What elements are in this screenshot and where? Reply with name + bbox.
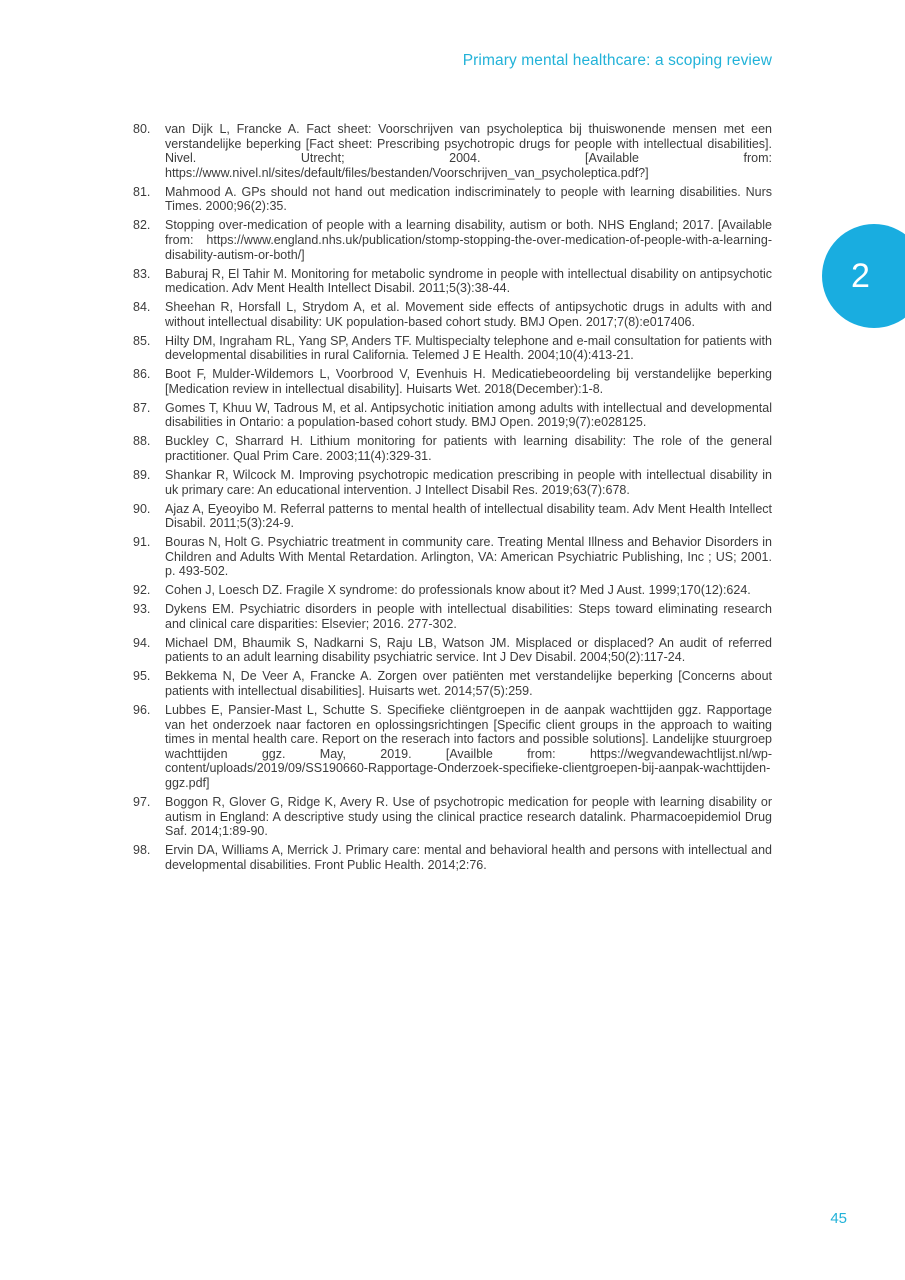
reference-text: Dykens EM. Psychiatric disorders in people with intellectual disabilities: Steps toward eliminating research and clinical care disparities: Elsevier; 2016. 277-302. [165, 602, 772, 631]
reference-text: Stopping over-medication of people with a learning disability, autism or both. NHS England; 2017. [Available from: https://www.england.nhs.uk/publication/stomp-stopping-the-over-medication-of-people-with-a-learning-disability-autism-or-both/] [165, 218, 772, 262]
reference-number: 84. [133, 300, 151, 315]
reference-item [128, 334, 772, 363]
reference-number: 92. [133, 583, 151, 598]
reference-text: Sheehan R, Horsfall L, Strydom A, et al. Movement side effects of antipsychotic drugs in adults with and without intellectual disability: UK population-based cohort study. BMJ Open. 2017;7(8):e017406. [165, 300, 772, 329]
reference-number: 91. [133, 535, 151, 550]
reference-item [128, 795, 772, 839]
reference-item [128, 401, 772, 430]
reference-text: Ajaz A, Eyeoyibo M. Referral patterns to mental health of intellectual disability team. Adv Ment Health Intellect Disabil. 2011;5(3):24-9. [165, 501, 772, 531]
reference-text: Boot F, Mulder-Wildemors L, Voorbrood V, Evenhuis H. Medicatiebeoordeling bij verstandelijke beperking [Medication review in intellectual disability]. Huisarts Wet. 2018(December):1-8. [165, 367, 772, 396]
reference-list [128, 122, 772, 877]
reference-item [128, 843, 772, 872]
reference-text: Mahmood A. GPs should not hand out medication indiscriminately to people with learning disabilities. Nurs Times. 2000;96(2):35. [165, 184, 772, 214]
reference-text: Cohen J, Loesch DZ. Fragile X syndrome: do professionals know about it? Med J Aust. 1999;170(12):624. [165, 583, 751, 598]
reference-text: van Dijk L, Francke A. Fact sheet: Voorschrijven van psycholeptica bij thuiswonende mensen met een verstandelijke beperking [Fact sheet: Prescribing psychotropic drugs for people with intellectual disabilities]. Nivel. Utrecht; 2004. [Available from: https://www.nivel.nl/sites/default/files/bestanden/Voorschrijven_van_psycholeptica.pdf?] [165, 122, 772, 180]
reference-number: 90. [133, 501, 151, 516]
reference-number: 93. [133, 602, 151, 617]
reference-number: 80. [133, 122, 151, 136]
reference-text: Lubbes E, Pansier-Mast L, Schutte S. Specifieke cliëntgroepen in de aanpak wachttijden ggz. Rapportage van het onderzoek naar factoren en oplossingsrichtingen [Specific client groups in the approach to waiting times in mental health care. Report on the reserach into factors and possible solutions]. Landelijke stuurgroep wachttijden ggz. May, 2019. [Availble from: https://wegvandewachtlijst.nl/wp-content/uploads/2019/09/SS190660-Rapportage-Onderzoek-specifieke-clientgroepen-bij-aanpak-wachttijden-ggz.pdf] [165, 703, 772, 790]
reference-text: Gomes T, Khuu W, Tadrous M, et al. Antipsychotic initiation among adults with intellectual and developmental disabilities in Ontario: a population-based cohort study. BMJ Open. 2019;9(7):e028125. [165, 400, 772, 430]
reference-item [128, 535, 772, 579]
reference-number: 97. [133, 794, 151, 809]
reference-item [128, 218, 772, 262]
reference-number: 96. [133, 703, 151, 718]
reference-item [128, 703, 772, 791]
reference-number: 87. [133, 400, 151, 415]
reference-item [128, 300, 772, 329]
reference-text: Bouras N, Holt G. Psychiatric treatment in community care. Treating Mental Illness and Behavior Disorders in Children and Adults With Mental Retardation. Arlington, VA: American Psychiatric Publishing, Inc ; US; 2001. p. 493-502. [165, 535, 772, 579]
reference-item [128, 602, 772, 631]
reference-item [128, 267, 772, 296]
reference-item [128, 583, 772, 598]
reference-number: 86. [133, 367, 151, 382]
reference-number: 98. [133, 843, 151, 858]
reference-text: Buckley C, Sharrard H. Lithium monitoring for patients with learning disability: The role of the general practitioner. Qual Prim Care. 2003;11(4):329-31. [165, 434, 772, 463]
reference-number: 89. [133, 467, 151, 482]
reference-item [128, 367, 772, 396]
reference-number: 83. [133, 266, 151, 281]
reference-item [128, 434, 772, 463]
reference-text: Hilty DM, Ingraham RL, Yang SP, Anders TF. Multispecialty telephone and e-mail consultation for patients with developmental disabilities in rural California. Telemed J E Health. 2004;10(4):413-21. [165, 333, 772, 363]
reference-number: 81. [133, 184, 151, 199]
reference-text: Shankar R, Wilcock M. Improving psychotropic medication prescribing in people with intellectual disability in uk primary care: An educational intervention. J Intellect Disabil Res. 2019;63(7):678. [165, 467, 772, 497]
reference-item [128, 122, 772, 180]
reference-text: Boggon R, Glover G, Ridge K, Avery R. Use of psychotropic medication for people with learning disability or autism in England: A descriptive study using the clinical practice research datalink. Pharmacoepidemiol Drug Saf. 2014;1:89-90. [165, 794, 772, 839]
reference-item [128, 636, 772, 665]
reference-text: Ervin DA, Williams A, Merrick J. Primary care: mental and behavioral health and persons with intellectual and developmental disabilities. Front Public Health. 2014;2:76. [165, 843, 772, 872]
reference-number: 95. [133, 669, 151, 684]
reference-number: 94. [133, 635, 151, 650]
reference-item [128, 468, 772, 497]
reference-item [128, 669, 772, 698]
running-header: Primary mental healthcare: a scoping review [462, 52, 772, 69]
reference-number: 88. [133, 434, 151, 449]
chapter-tab: 2 [822, 224, 905, 328]
page-number: 45 [830, 1210, 847, 1227]
reference-number: 82. [133, 218, 151, 233]
reference-item [128, 502, 772, 531]
reference-text: Baburaj R, El Tahir M. Monitoring for metabolic syndrome in people with intellectual disability on antipsychotic medication. Adv Ment Health Intellect Disabil. 2011;5(3):38-44. [165, 266, 772, 296]
reference-text: Michael DM, Bhaumik S, Nadkarni S, Raju LB, Watson JM. Misplaced or displaced? An audit of referred patients to an adult learning disability psychiatric service. Int J Dev Disabil. 2004;50(2):117-24. [165, 635, 772, 665]
reference-text: Bekkema N, De Veer A, Francke A. Zorgen over patiënten met verstandelijke beperking [Concerns about patients with intellectual disabilities]. Huisarts wet. 2014;57(5):259. [165, 669, 772, 699]
reference-item [128, 185, 772, 214]
reference-number: 85. [133, 333, 151, 348]
